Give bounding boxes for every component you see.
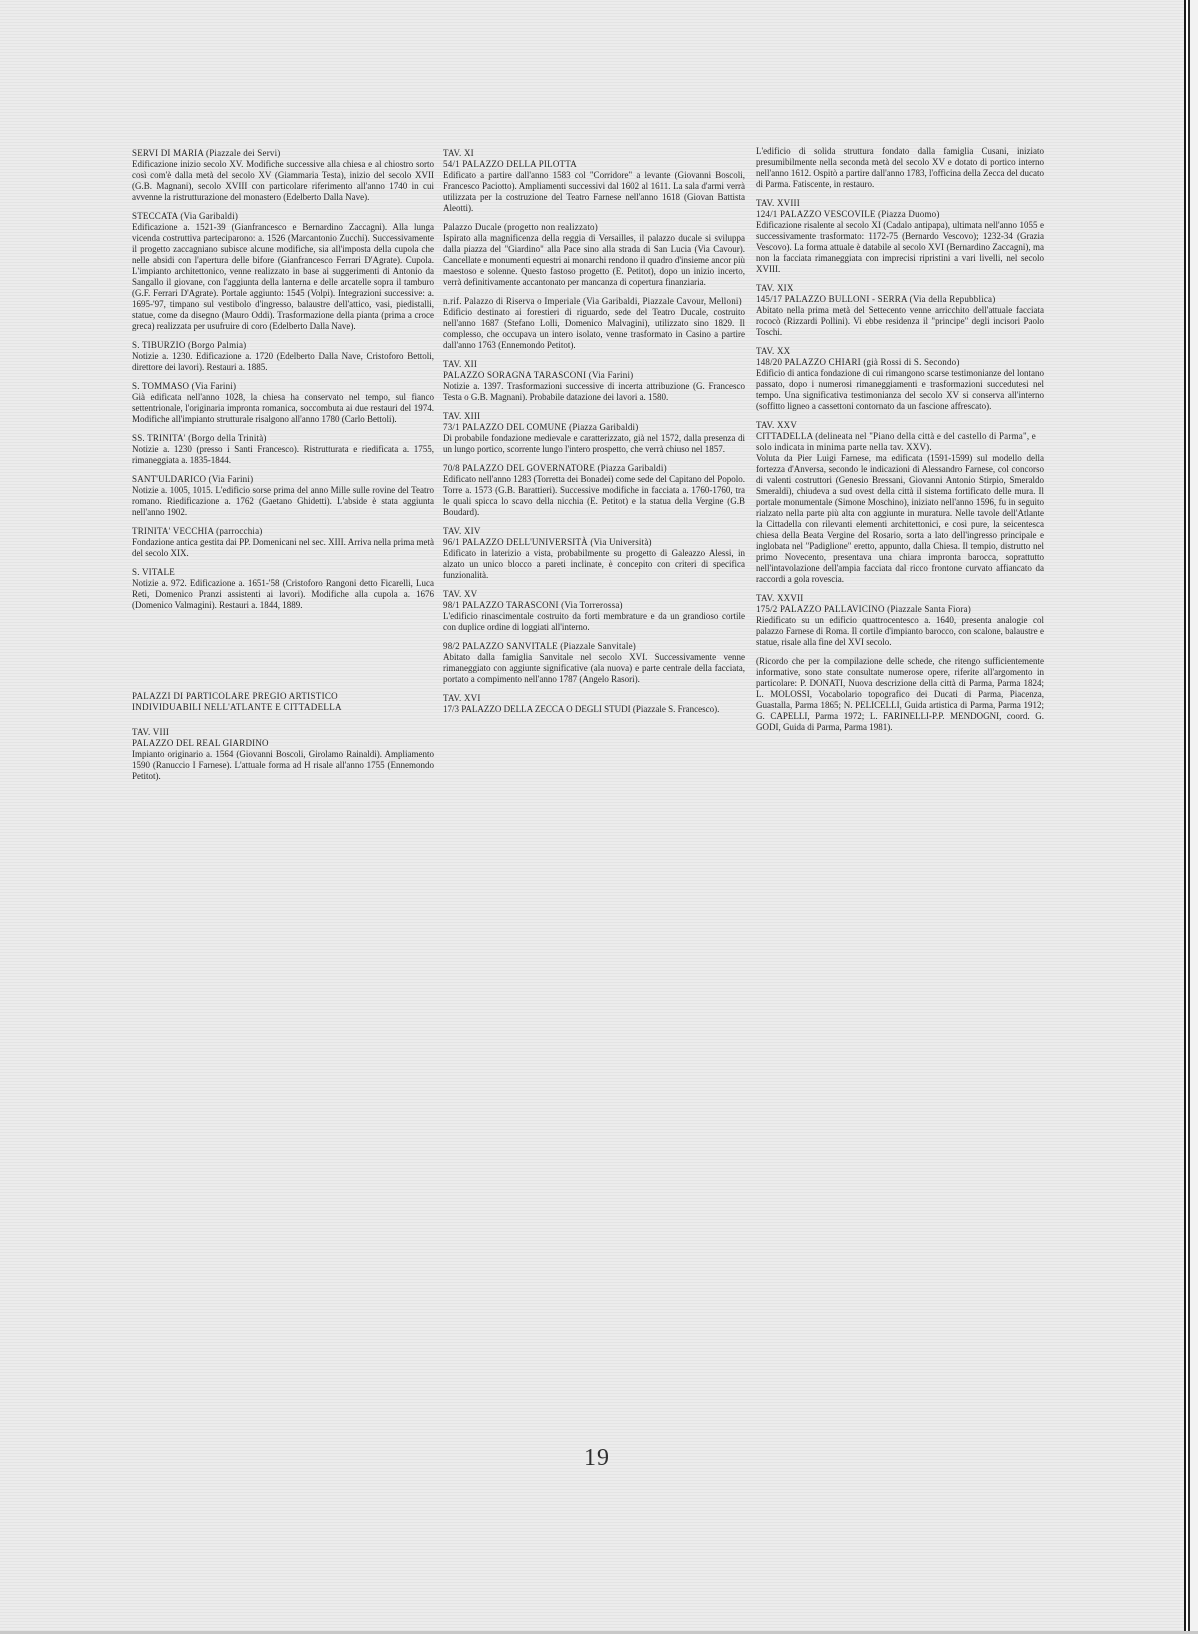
entry-sant-uldarico (132, 474, 434, 518)
entry-heading: n.rif. Palazzo di Riserva o Imperiale (Via Garibaldi, Piazzale Cavour, Melloni) (443, 296, 742, 306)
entry-palazzo-vescovile (756, 198, 1044, 275)
entry-text: Edificato in laterizio a vista, probabilmente su progetto di Galeazzo Alessi, in alzato un unico blocco a pareti inclinate, è concepito con criteri di specifica funzionalità. (443, 548, 745, 580)
entry-heading: STECCATA (Via Garibaldi) (132, 211, 239, 221)
entry-tav: TAV. XXV (756, 420, 798, 430)
page-number: 19 (584, 1445, 610, 1471)
entry-heading: 98/1 PALAZZO TARASCONI (Via Torrerossa) (443, 600, 623, 610)
entry-zecca-continued (756, 146, 1044, 190)
entry-text: Riedificato su un edificio quattrocentesco a. 1640, presenta analogie col palazzo Farnese di Roma. Il cortile d'impianto barocco, con scalone, balaustre e statue, risale alla fine del XVI secolo. (756, 615, 1044, 647)
entry-text: Edificazione a. 1521-39 (Gianfrancesco e Bernardino Zaccagni). Alla lunga vicenda costruttiva parteciparono: a. 1526 (Marcantonio Zucchi). Successivamente il progetto zaccagniano subisce alcune modifiche, sia all'imposta della cupola che nelle absidi con l'apertura delle bifore (Gianfrancesco Ferrari D'Agrate). Cupola. L'impianto architettonico, venne realizzato in base ai suggerimenti di Antonio da Sangallo il giovane, con l'aggiunta della lanterna e delle arcatelle sopra il tamburo (G.F. Ferrari D'Agrate). Portale aggiunto: 1545 (Volpi). Integrazioni successive: a. 1695-'97, timpano sul vestibolo d'ingresso, balaustre dell'attico, vasi, piedistalli, statue, come da disegno (Mauro Oddi). Trasformazione della pianta (prima a croce greca) realizzata per usufruire di coro (Edelberto Dalla Nave). (132, 222, 434, 331)
entry-text: Notizie a. 1397. Trasformazioni successive di incerta attribuzione (G. Francesco Testa o G.B. Magnani). Probabile datazione dei lavori a. 1580. (443, 381, 745, 402)
entry-s-tommaso (132, 381, 434, 425)
entry-tav: TAV. XXVII (756, 593, 804, 603)
entry-text: Ispirato alla magnificenza della reggia di Versailles, il palazzo ducale si sviluppa dalla piazza del "Giardino" alla Pace sino alla strada di San Lucia (Via Cavour). Cancellate e monumenti equestri ai monarchi rendono il quadro d'insieme ancor più maestoso e solenne. Questo fastoso progetto (E. Petitot), dopo un inizio incerto, verrà definitivamente accantonato per mancanza di copertura finanziaria. (443, 233, 745, 287)
entry-palazzo-ducale (443, 222, 745, 288)
entry-text: Di probabile fondazione medievale e caratterizzato, già nel 1572, dalla presenza di un lungo portico, scorrente lungo l'intero prospetto, che verrà chiuso nel 1857. (443, 433, 745, 454)
entry-heading: SANT'ULDARICO (Via Farini) (132, 474, 254, 484)
entry-heading: 175/2 PALAZZO PALLAVICINO (Piazzale Santa Fiora) (756, 604, 971, 614)
entry-heading: 148/20 PALAZZO CHIARI (già Rossi di S. Secondo) (756, 357, 960, 367)
entry-heading: PALAZZO DEL REAL GIARDINO (132, 738, 269, 748)
entry-tav: TAV. XIII (443, 411, 481, 421)
section-title: PALAZZI DI PARTICOLARE PREGIO ARTISTICO (132, 691, 338, 701)
entry-tav: TAV. XIV (443, 526, 481, 536)
entry-text: (Ricordo che per la compilazione delle schede, che ritengo sufficientemente informative, sono state consultate numerose opere, riferite all'argomento in particolare: P. DONATI, Nuova descrizione della città di Parma, Parma 1824; L. MOLOSSI, Vocabolario topografico dei Ducati di Parma, Piacenza, Guastalla, Parma 1865; N. PELICELLI, Guida artistica di Parma, Parma 1912; G. CAPELLI, Parma 1972; L. FARINELLI-P.P. MENDOGNI, coord. G. GODI, Guida di Parma, Parma 1981). (756, 656, 1044, 732)
entry-palazzo-tarasconi (443, 589, 745, 633)
entry-heading: 96/1 PALAZZO DELL'UNIVERSITÀ (Via Università) (443, 537, 652, 547)
entry-text: Impianto originario a. 1564 (Giovanni Boscoli, Girolamo Rainaldi). Ampliamento 1590 (Ranuccio I Farnese). L'attuale forma ad H risale all'anno 1755 (Ennemondo Petitot). (132, 749, 434, 781)
column-right (756, 146, 1044, 741)
entry-text: Già edificata nell'anno 1028, la chiesa ha conservato nel tempo, sul fianco settentrionale, l'originaria impronta romanica, soccombuta ai due restauri del 1974. Modifiche all'impianto strutturale risalgono all'anno 1780 (Carlo Bettoli). (132, 392, 434, 424)
entry-text: Edificazione inizio secolo XV. Modifiche successive alla chiesa e al chiostro sorto così com'è dalla metà del secolo XV (Giammaria Testa), inizio del secolo XVII (G.B. Magnani), secolo XVIII con particolare riferimento all'anno 1740 in cui avvenne la ristrutturazione del monastero (Edelberto Dalla Nave). (132, 159, 434, 202)
entry-text: Notizie a. 972. Edificazione a. 1651-'58 (Cristoforo Rangoni detto Ficarelli, Luca Reti, Domenico Pranzi assistenti ai lavori). Modifiche alla cupola a. 1676 (Domenico Valmagini). Restauri a. 1844, 1889. (132, 578, 434, 610)
entry-tav: TAV. VIII (132, 727, 170, 737)
entry-heading: S. TOMMASO (Via Farini) (132, 381, 237, 391)
entry-text: Edificato nell'anno 1283 (Torretta dei Bonadei) come sede del Capitano del Popolo. Torre a. 1573 (G.B. Barattieri). Successive modifiche in facciata a. 1760-1760, tra le quali spicca lo scavo della nicchia (E. Petitot) e la statua della Vergine (G.B Boudard). (443, 474, 745, 517)
entry-text: Notizie a. 1230 (presso i Santi Francesco). Ristrutturata e riedificata a. 1755, rimaneggiata a. 1835-1844. (132, 444, 434, 465)
entry-heading: CITTADELLA (delineata nel "Piano della città e del castello di Parma", e solo indicata in minima parte nella tav. XXV). (756, 431, 1036, 452)
entry-palazzo-real-giardino (132, 727, 434, 782)
entry-heading: S. VITALE (132, 567, 175, 577)
entry-text: Edificio di antica fondazione di cui rimangono scarse testimonianze del lontano passato, dopo i numerosi rimaneggiamenti e trasformazioni succedutesi nel tempo. Una significativa testimonianza del secolo XV si conserva all'interno (soffitto ligneo a cassettoni contornato da un fascione affrescato). (756, 368, 1044, 411)
entry-heading: Palazzo Ducale (progetto non realizzato) (443, 222, 598, 232)
entry-tav: TAV. XVI (443, 693, 481, 703)
scan-edge-right (1184, 0, 1198, 1634)
entry-tav: TAV. XI (443, 148, 474, 158)
entry-text: Edificazione risalente al secolo XI (Cadalo antipapa), ultimata nell'anno 1055 e successivamente trasformato: 1172-75 (Bernardo Vescovo); 1232-34 (Grazia Vescovo). La forma attuale è databile al secolo XVI (Bernardino Zaccagni), ma non la facciata rimaneggiata con imprecisi ripristini a vari livelli, nel secolo XVIII. (756, 220, 1044, 274)
entry-palazzo-zecca (443, 693, 745, 715)
entry-text: Abitato dalla famiglia Sanvitale nel secolo XVI. Successivamente venne rimaneggiato con aggiunte significative (ala nuova) e parte centrale della facciata, portato a compimento nell'anno 1787 (Angelo Rasori). (443, 652, 745, 684)
entry-text: 17/3 PALAZZO DELLA ZECCA O DEGLI STUDI (Piazzale S. Francesco). (443, 704, 720, 714)
entry-palazzo-comune (443, 411, 745, 455)
entry-palazzo-pilotta (443, 148, 745, 214)
entry-heading: 54/1 PALAZZO DELLA PILOTTA (443, 159, 577, 169)
entry-palazzo-universita (443, 526, 745, 581)
entry-palazzo-bulloni-serra (756, 283, 1044, 338)
entry-servi-di-maria (132, 148, 434, 203)
column-left (132, 148, 434, 790)
entry-s-tiburzio (132, 340, 434, 373)
entry-heading: 98/2 PALAZZO SANVITALE (Piazzale Sanvitale) (443, 641, 637, 651)
entry-palazzo-pallavicino (756, 593, 1044, 648)
entry-cittadella (756, 420, 1044, 585)
entry-heading: SERVI DI MARIA (Piazzale dei Servi) (132, 148, 281, 158)
entry-ss-trinita (132, 433, 434, 466)
entry-heading: 73/1 PALAZZO DEL COMUNE (Piazza Garibaldi) (443, 422, 639, 432)
entry-text: Fondazione antica gestita dai PP. Domenicani nel sec. XIII. Arriva nella prima metà del secolo XIX. (132, 537, 434, 558)
entry-tav: TAV. XII (443, 359, 478, 369)
entry-heading: S. TIBURZIO (Borgo Palmia) (132, 340, 247, 350)
entry-heading: TRINITA' VECCHIA (parrocchia) (132, 526, 263, 536)
entry-text: Edificio destinato ai forestieri di riguardo, sede del Teatro Ducale, costruito nell'anno 1687 (Stefano Lolli, Domenico Malvagini), utilizzato sino 1829. Il complesso, che occupava un intero isolato, venne trasformato in Casino a partire dall'anno 1763 (Ennemondo Petitot). (443, 307, 745, 350)
entry-text: Abitato nella prima metà del Settecento venne arricchito dell'attuale facciata rococò (Rizzardi Pollini). Vi ebbe residenza il "principe" degli incisori Paolo Toschi. (756, 305, 1044, 337)
entry-s-vitale (132, 567, 434, 611)
entry-palazzo-sanvitale (443, 641, 745, 685)
entry-text: Notizie a. 1005, 1015. L'edificio sorse prima del anno Mille sulle rovine del Teatro romano. Riedificazione a. 1762 (Gaetano Ghidetti). L'abside è stata aggiunta nell'anno 1902. (132, 485, 434, 517)
entry-text: Edificato a partire dall'anno 1583 col "Corridore" a levante (Giovanni Boscoli, Francesco Paciotto). Ampliamenti successivi dal 1602 al 1611. La sala d'armi verrà utilizzata per la costruzione del Teatro Farnese nell'anno 1618 (Giovan Battista Aleotti). (443, 170, 745, 213)
entry-steccata (132, 211, 434, 332)
entry-palazzo-chiari (756, 346, 1044, 412)
entry-tav: TAV. XX (756, 346, 791, 356)
column-middle (443, 148, 745, 723)
entry-palazzo-governatore (443, 463, 745, 518)
entry-tav: TAV. XVIII (756, 198, 800, 208)
entry-text: Voluta da Pier Luigi Farnese, ma edificata (1591-1599) sul modello della fortezza d'Anversa, secondo le indicazioni di Alessandro Farnese, col concorso di valenti costruttori (Genesio Bressani, Giovanni Antonio Stirpio, Smeraldo Smeraldi), chiudeva a sud ovest della città il sistema fortificato delle mura. Il portale monumentale (Simone Moschino), iniziato nell'anno 1596, fu in seguito rialzato nella parte più alta con aggiunte in muratura. Nelle tavole dell'Atlante la Cittadella con rilevanti elementi architettonici, e così pure, la seicentesca chiesa della Beata Vergine del Rosario, sorta a lato dell'ingresso principale e inglobata nel "Padiglione" eretto, appunto, dalla Chiesa. Il tempio, distrutto nel primo Novecento, presentava una chiara impronta barocca, soprattutto nell'intavolazione dell'ampia facciata dal ricco frontone curvato affiancato da raccordi a gola rovescia. (756, 453, 1044, 584)
entry-palazzo-riserva (443, 296, 745, 351)
entry-text: Notizie a. 1230. Edificazione a. 1720 (Edelberto Dalla Nave, Cristoforo Bettoli, direttore dei lavori). Restauri a. 1885. (132, 351, 434, 372)
entry-heading: SS. TRINITA' (Borgo della Trinità) (132, 433, 267, 443)
entry-heading: 124/1 PALAZZO VESCOVILE (Piazza Duomo) (756, 209, 940, 219)
entry-heading: 70/8 PALAZZO DEL GOVERNATORE (Piazza Garibaldi) (443, 463, 667, 473)
entry-text: L'edificio rinascimentale costruito da forti membrature e da un grandioso cortile con duplice ordine di loggiati all'interno. (443, 611, 745, 632)
entry-heading: 145/17 PALAZZO BULLONI - SERRA (Via della Repubblica) (756, 294, 996, 304)
section-subtitle: INDIVIDUABILI NELL'ATLANTE E CITTADELLA (132, 702, 342, 712)
entry-palazzo-soragna-tarasconi (443, 359, 745, 403)
entry-heading: PALAZZO SORAGNA TARASCONI (Via Farini) (443, 370, 634, 380)
entry-tav: TAV. XV (443, 589, 478, 599)
entry-bibliography-note (756, 656, 1044, 733)
entry-tav: TAV. XIX (756, 283, 794, 293)
entry-trinita-vecchia (132, 526, 434, 559)
entry-text: L'edificio di solida struttura fondato dalla famiglia Cusani, iniziato presumibilmente nella seconda metà del secolo XV e dotato di portico interno nell'anno 1612. Ospitò a partire dall'anno 1783, l'officina della Zecca del ducato di Parma. Fatiscente, in restauro. (756, 146, 1044, 189)
